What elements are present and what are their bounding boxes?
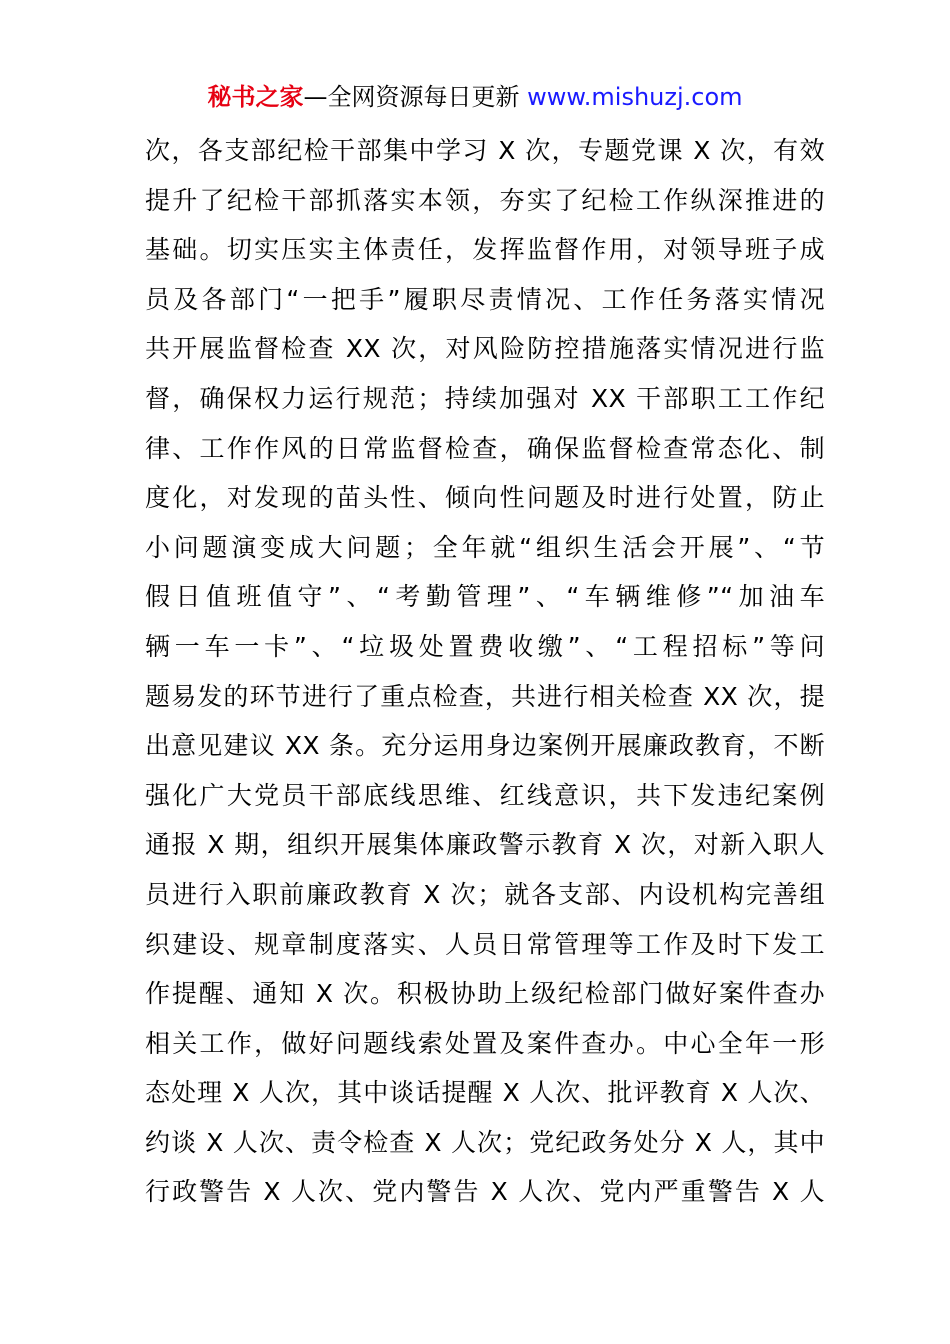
text-line: 辆一车一卡”、“垃圾处置费收缴”、“工程招标”等问 (145, 631, 825, 661)
document-body (145, 126, 825, 1217)
text-line: 基础。切实压实主体责任，发挥监督作用，对领导班子成 (145, 235, 825, 265)
text-line: 作提醒、通知 X 次。积极协助上级纪检部门做好案件查办 (145, 979, 825, 1009)
text-line: 度化，对发现的苗头性、倾向性问题及时进行处置，防止 (145, 483, 825, 513)
text-line: 态处理 X 人次，其中谈话提醒 X 人次、批评教育 X 人次、 (145, 1078, 825, 1108)
page-header (0, 80, 950, 114)
text-line: 小问题演变成大问题；全年就“组织生活会开展”、“节 (145, 532, 825, 562)
text-line: 督，确保权力运行规范；持续加强对 XX 干部职工工作纪 (145, 383, 825, 413)
text-line: 员及各部门“一把手”履职尽责情况、工作任务落实情况 (145, 284, 825, 314)
text-line: 通报 X 期，组织开展集体廉政警示教育 X 次，对新入职人 (145, 830, 825, 860)
text-line: 假日值班值守”、“考勤管理”、“车辆维修”“加油车 (145, 582, 825, 612)
text-line: 出意见建议 XX 条。充分运用身边案例开展廉政教育，不断 (145, 731, 825, 761)
text-line: 提升了纪检干部抓落实本领，夯实了纪检工作纵深推进的 (145, 185, 825, 215)
header-url-link[interactable]: www.mishuzj.com (527, 83, 743, 111)
text-line: 织建设、规章制度落实、人员日常管理等工作及时下发工 (145, 929, 825, 959)
text-line: 次，各支部纪检干部集中学习 X 次，专题党课 X 次，有效 (145, 136, 825, 165)
text-line: 共开展监督检查 XX 次，对风险防控措施落实情况进行监 (145, 334, 825, 364)
text-line: 约谈 X 人次、责令检查 X 人次；党纪政务处分 X 人，其中 (145, 1127, 825, 1157)
text-line: 员进行入职前廉政教育 X 次；就各支部、内设机构完善组 (145, 879, 825, 909)
text-line: 行政警告 X 人次、党内警告 X 人次、党内严重警告 X 人 (145, 1177, 825, 1207)
text-line: 强化广大党员干部底线思维、红线意识，共下发违纪案例 (145, 780, 825, 810)
header-brand: 秘书之家 (207, 83, 304, 111)
header-tagline: —全网资源每日更新 (303, 83, 528, 111)
text-line: 相关工作，做好问题线索处置及案件查办。中心全年一形 (145, 1028, 825, 1058)
text-line: 题易发的环节进行了重点检查，共进行相关检查 XX 次，提 (145, 681, 825, 711)
text-line: 律、工作作风的日常监督检查，确保监督检查常态化、制 (145, 433, 825, 463)
